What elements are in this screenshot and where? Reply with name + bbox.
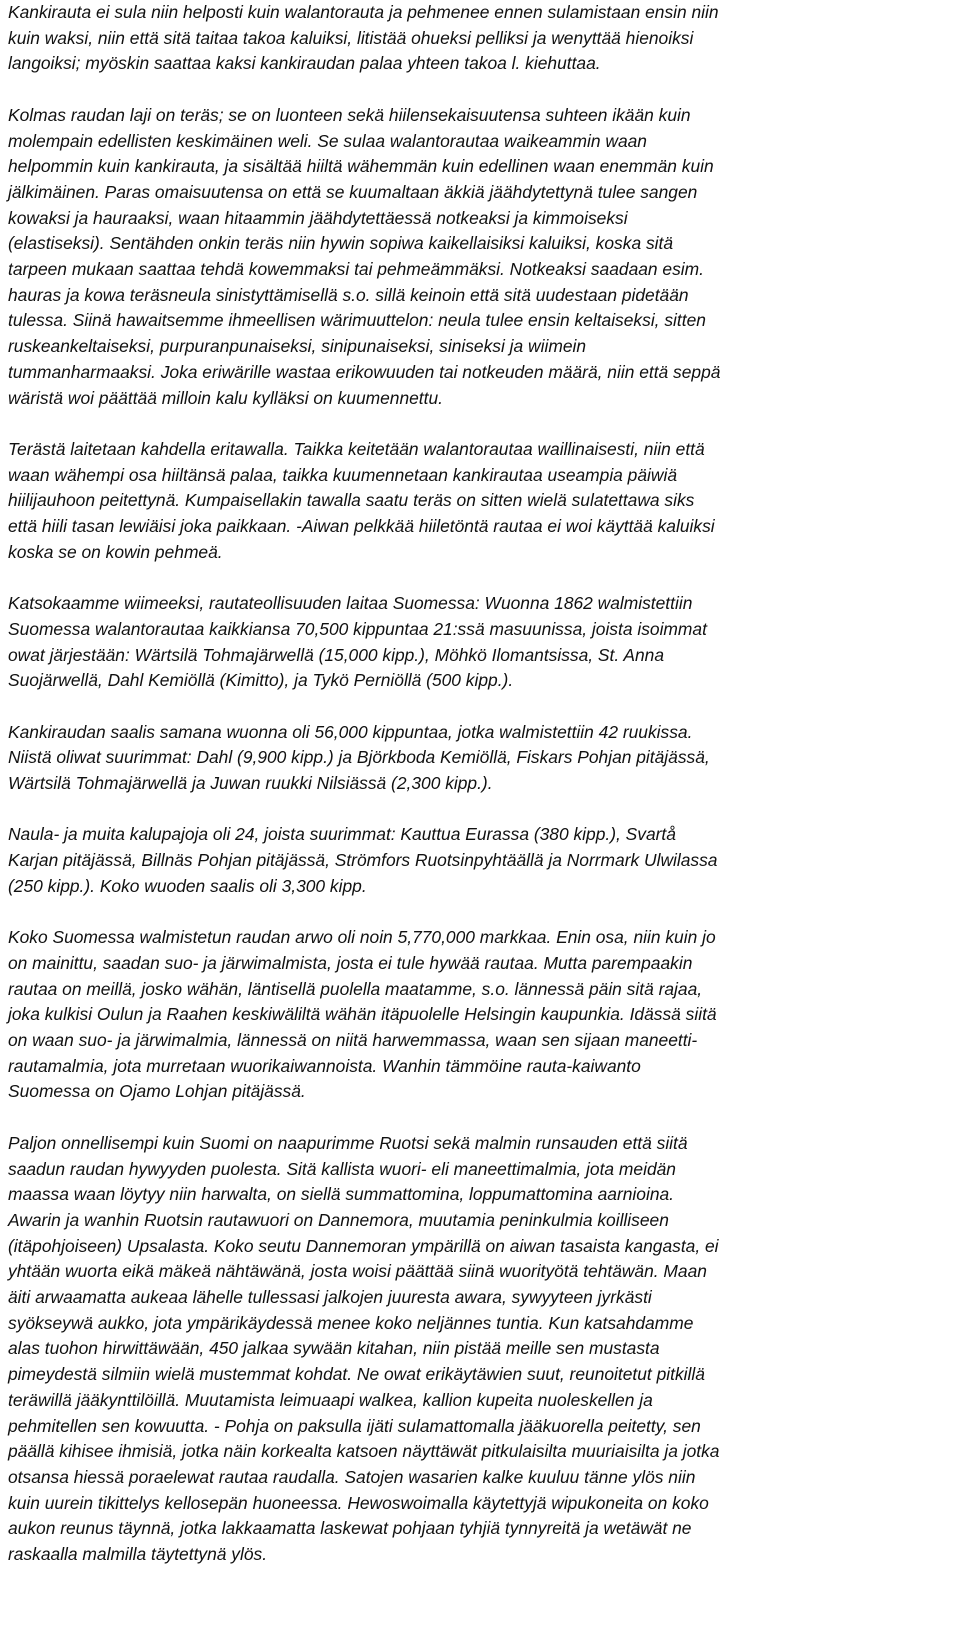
text-line: pehmitellen sen kowuutta. - Pohja on paksulla ijäti sulamattomalla jääkuorella peitetty, sen [8, 1415, 701, 1436]
text-line: maassa waan löytyy niin harwalta, on siellä summattomina, loppumattomina aarnioina. [8, 1184, 675, 1205]
document-page [8, 0, 948, 1593]
text-line: on mainittu, saadan suo- ja järwimalmista, josta ei tule hywää rautaa. Mutta parempaakin [8, 952, 693, 973]
text-line: teräwillä jääkynttilöillä. Muutamista leimuaapi walkea, kallion kupeita nuoleskellen ja [8, 1389, 653, 1410]
paragraph [8, 1131, 948, 1568]
paragraph [8, 822, 948, 899]
text-line: ruskeankeltaiseksi, purpuranpunaiseksi, sinipunaiseksi, siniseksi ja wiimein [8, 336, 587, 357]
text-line: Katsokaamme wiimeeksi, rautateollisuuden laitaa Suomessa: Wuonna 1862 walmistettiin [8, 593, 693, 614]
text-line: tummanharmaaksi. Joka eriwärille wastaa erikowuuden tai notkeuden määrä, niin että seppä [8, 361, 721, 382]
text-line: rautamalmia, jota murretaan wuorikaiwannoista. Wanhin tämmöine rauta-kaiwanto [8, 1055, 641, 1076]
text-line: Niistä oliwat suurimmat: Dahl (9,900 kipp.) ja Björkboda Kemiöllä, Fiskars Pohjan pitäjässä, [8, 747, 710, 768]
text-line: hiilijauhoon peitettynä. Kumpaisellakin tawalla saatu teräs on sitten wielä sulatettawa siks [8, 490, 695, 511]
text-line: owat järjestään: Wärtsilä Tohmajärwellä (15,000 kipp.), Möhkö Ilomantsissa, St. Anna [8, 644, 664, 665]
text-line: rautaa on meillä, josko wähän, läntisellä puolella maatamme, s.o. lännessä päin sitä rajaa, [8, 978, 703, 999]
paragraph [8, 437, 948, 566]
text-line: Terästä laitetaan kahdella eritawalla. Taikka keitetään walantorautaa waillinaisesti, niin että [8, 438, 705, 459]
text-line: Kolmas raudan laji on teräs; se on luonteen sekä hiilensekaisuutensa suhteen ikään kuin [8, 104, 691, 125]
text-line: langoiksi; myöskin saattaa kaksi kankiraudan palaa yhteen takoa l. kiehuttaa. [8, 53, 601, 74]
text-line: Wärtsilä Tohmajärwellä ja Juwan ruukki Nilsiässä (2,300 kipp.). [8, 773, 493, 794]
text-line: päällä kihisee ihmisiä, jotka näin korkealta katsoen näyttäwät pitkulaisilta muuriaisilta ja jotka [8, 1441, 720, 1462]
text-line: aukon reunus täynnä, jotka lakkaamatta laskewat pohjaan tyhjiä tynnyreitä ja wetäwät ne [8, 1518, 692, 1539]
text-line: (250 kipp.). Koko wuoden saalis oli 3,300 kipp. [8, 875, 367, 896]
paragraph [8, 591, 948, 694]
text-line: (elastiseksi). Sentähden onkin teräs niin hywin sopiwa kaikellaisiksi kaluiksi, koska sitä [8, 233, 674, 254]
text-line: Suojärwellä, Dahl Kemiöllä (Kimitto), ja Tykö Perniöllä (500 kipp.). [8, 670, 514, 691]
text-line: koska se on kowin pehmeä. [8, 541, 223, 562]
text-line: Paljon onnellisempi kuin Suomi on naapurimme Ruotsi sekä malmin runsauden että siitä [8, 1132, 688, 1153]
text-line: alas tuohon hirwittäwään, 450 jalkaa sywään kitahan, niin pistää meille sen mustasta [8, 1338, 660, 1359]
text-line: Karjan pitäjässä, Billnäs Pohjan pitäjässä, Strömfors Ruotsinpyhtäällä ja Norrmark Ulwilassa [8, 850, 718, 871]
text-line: kuin uurein tikittelys kellosepän huoneessa. Hewoswoimalla käytettyjä wipukoneita on koko [8, 1492, 709, 1513]
text-line: Kankirauta ei sula niin helposti kuin walantorauta ja pehmenee ennen sulamistaan ensin niin [8, 2, 719, 22]
text-line: raskaalla malmilla täytettynä ylös. [8, 1544, 268, 1565]
text-line: joka kulkisi Oulun ja Raahen keskiwäliltä wähän itäpuolelle Helsingin kaupunkia. Idässä siitä [8, 1004, 717, 1025]
text-line: otsansa hiessä poraelewat rautaa raudalla. Satojen wasarien kalke kuuluu tänne ylös niin [8, 1466, 696, 1487]
text-line: tulessa. Siinä hawaitsemme ihmeellisen wärimuuttelon: neula tulee ensin keltaiseksi, sitten [8, 310, 706, 331]
paragraph [8, 925, 948, 1105]
text-line: Kankiraudan saalis samana wuonna oli 56,000 kippuntaa, jotka walmistettiin 42 ruukissa. [8, 721, 693, 742]
text-line: molempain edellisten keskimäinen weli. Se sulaa walantorautaa waikeammin waan [8, 130, 647, 151]
text-line: Suomessa walantorautaa kaikkiansa 70,500 kippuntaa 21:ssä masuunissa, joista isoimmat [8, 618, 707, 639]
text-line: kowaksi ja hauraaksi, waan hitaammin jäähdytettäessä notkeaksi ja kimmoiseksi [8, 207, 628, 228]
text-line: waan wähempi osa hiiltänsä palaa, taikka kuumennetaan kankirautaa useampia päiwiä [8, 464, 677, 485]
text-line: on waan suo- ja järwimalmia, lännessä on niitä harwemmassa, waan sen sijaan maneetti- [8, 1030, 698, 1051]
text-line: yhtään wuorta eikä mäkeä nähtäwänä, josta woisi päättää siinä wuorityötä tehtäwän. Maan [8, 1261, 707, 1282]
text-line: jälkimäinen. Paras omaisuutensa on että se kuumaltaan äkkiä jäähdytettynä tulee sangen [8, 181, 698, 202]
paragraph [8, 0, 948, 77]
text-line: Koko Suomessa walmistetun raudan arwo oli noin 5,770,000 markkaa. Enin osa, niin kuin jo [8, 927, 716, 948]
text-line: helpommin kuin kankirauta, ja sisältää hiiltä wähemmän kuin edellinen waan enemmän kuin [8, 156, 714, 177]
text-line: saadun raudan hywyyden puolesta. Sitä kallista wuori- eli maneettimalmia, jota meidän [8, 1158, 676, 1179]
paragraph [8, 720, 948, 797]
text-line: pimeydestä silmiin wielä mustemmat kohdat. Ne owat erikäytäwien suut, reunoitetut pitkillä [8, 1364, 705, 1385]
text-line: kuin waksi, niin että sitä taitaa takoa kaluiksi, litistää ohueksi pelliksi ja wenyttää hienoiksi [8, 27, 694, 48]
text-line: Suomessa on Ojamo Lohjan pitäjässä. [8, 1081, 306, 1102]
text-line: (itäpohjoiseen) Upsalasta. Koko seutu Dannemoran ympärillä on aiwan tasaista kangasta, ei [8, 1235, 719, 1256]
text-line: hauras ja kowa teräsneula sinistyttämisellä s.o. sillä keinoin että sitä uudestaan pidetään [8, 284, 689, 305]
text-line: tarpeen mukaan saattaa tehdä kowemmaksi tai pehmeämmäksi. Notkeaksi saadaan esim. [8, 259, 704, 280]
text-line: että hiili tasan lewiäisi joka paikkaan. -Aiwan pelkkää hiiletöntä rautaa ei woi käyttää kaluiksi [8, 516, 715, 537]
text-line: syökseywä aukko, jota ympärikäydessä menee koko neljännes tuntia. Kun katsahdamme [8, 1312, 694, 1333]
text-line: äiti arwaamatta aukeaa lähelle tullessasi jalkojen juuresta awara, sywyyteen jyrkästi [8, 1287, 652, 1308]
text-line: Awarin ja wanhin Ruotsin rautawuori on Dannemora, muutamia peninkulmia koilliseen [8, 1209, 669, 1230]
text-line: Naula- ja muita kalupajoja oli 24, joista suurimmat: Kauttua Eurassa (380 kipp.), Svartå [8, 824, 676, 845]
paragraph [8, 103, 948, 411]
text-line: wäristä woi päättää milloin kalu kylläksi on kuumennettu. [8, 387, 443, 408]
